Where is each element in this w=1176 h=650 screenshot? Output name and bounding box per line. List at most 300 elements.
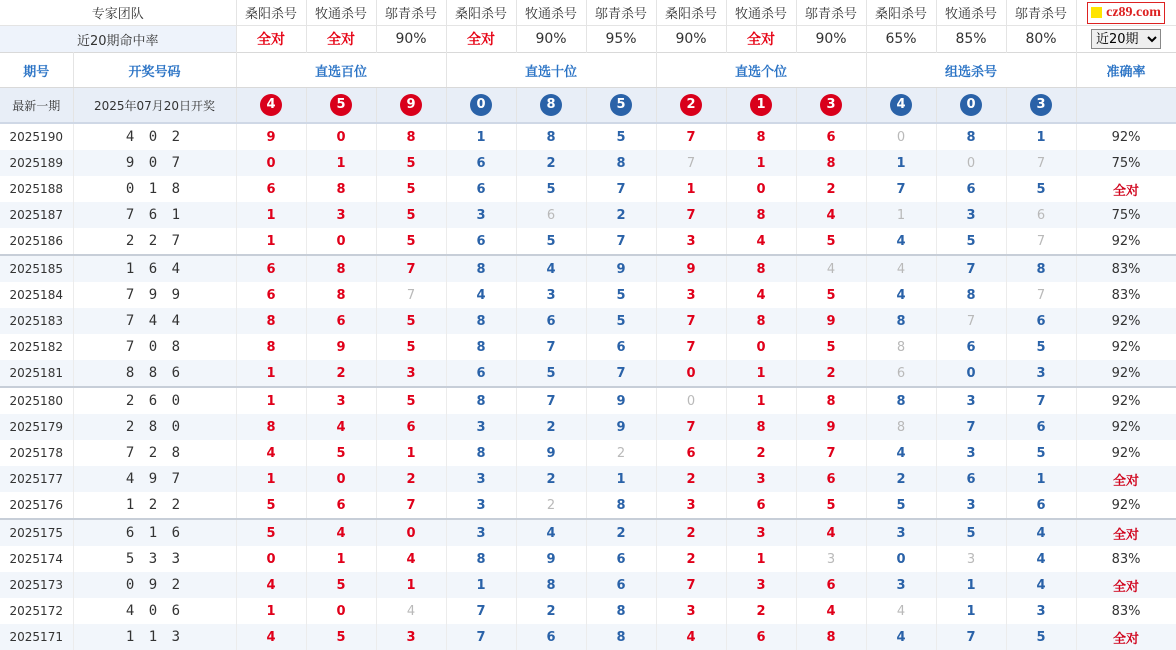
expert-name[interactable]: 邬青杀号 <box>1006 0 1076 26</box>
kill-number-cell <box>446 414 516 440</box>
kill-number-cell <box>1006 492 1076 519</box>
draw-cell: 7 6 1 <box>73 202 236 228</box>
kill-number: 3 <box>826 551 836 567</box>
kill-number-cell <box>726 598 796 624</box>
kill-number-cell <box>586 282 656 308</box>
kill-number-cell <box>936 150 1006 176</box>
kill-number: 1 <box>406 445 416 461</box>
kill-number: 4 <box>896 287 906 303</box>
kill-number: 8 <box>756 129 766 145</box>
period-cell: 2025188 <box>0 176 73 202</box>
kill-number: 1 <box>266 471 276 487</box>
expert-name[interactable]: 桑阳杀号 <box>446 0 516 26</box>
kill-number: 0 <box>686 393 696 409</box>
kill-number: 9 <box>686 261 696 277</box>
kill-number: 3 <box>1036 365 1046 381</box>
kill-number-cell <box>726 360 796 387</box>
expert-name[interactable]: 牧通杀号 <box>726 0 796 26</box>
kill-number-cell <box>656 308 726 334</box>
kill-number: 5 <box>406 155 416 171</box>
kill-number: 6 <box>616 339 626 355</box>
kill-number: 1 <box>476 577 486 593</box>
expert-name[interactable]: 牧通杀号 <box>936 0 1006 26</box>
kill-number-cell <box>656 150 726 176</box>
kill-number: 6 <box>546 313 556 329</box>
kill-number: 3 <box>476 525 486 541</box>
hit-rate: 90% <box>376 26 446 53</box>
kill-number-cell <box>656 228 726 255</box>
kill-number-cell <box>446 440 516 466</box>
kill-number-cell <box>586 519 656 546</box>
kill-number-cell <box>446 519 516 546</box>
kill-number-cell <box>516 176 586 202</box>
kill-number: 2 <box>756 445 766 461</box>
kill-number-cell <box>796 176 866 202</box>
kill-number-cell <box>936 308 1006 334</box>
kill-number: 8 <box>476 551 486 567</box>
kill-number-cell <box>1006 624 1076 650</box>
kill-number-cell <box>376 202 446 228</box>
kill-number: 7 <box>1036 287 1046 303</box>
kill-number: 4 <box>1036 551 1046 567</box>
kill-number: 0 <box>686 365 696 381</box>
prediction-ball: 5 <box>610 94 632 116</box>
table-row <box>0 334 1176 360</box>
kill-number-cell <box>446 202 516 228</box>
kill-number: 6 <box>1036 313 1046 329</box>
kill-number-cell <box>236 466 306 492</box>
kill-number-cell <box>1006 334 1076 360</box>
kill-number-cell <box>936 360 1006 387</box>
expert-row <box>0 0 1176 26</box>
kill-number-cell <box>866 255 936 282</box>
kill-number-cell <box>306 176 376 202</box>
kill-number: 5 <box>616 313 626 329</box>
kill-number-cell <box>236 123 306 150</box>
kill-number-cell <box>656 572 726 598</box>
expert-name[interactable]: 邬青杀号 <box>586 0 656 26</box>
kill-number: 4 <box>1036 577 1046 593</box>
kill-number-cell <box>796 150 866 176</box>
draw-cell: 0 9 2 <box>73 572 236 598</box>
kill-number-cell <box>866 228 936 255</box>
kill-number: 4 <box>756 287 766 303</box>
kill-number: 4 <box>896 629 906 645</box>
accuracy-cell: 92% <box>1076 360 1176 387</box>
table-row <box>0 282 1176 308</box>
draw-cell: 1 6 4 <box>73 255 236 282</box>
kill-number-cell <box>726 176 796 202</box>
kill-number: 2 <box>546 603 556 619</box>
table-row <box>0 228 1176 255</box>
ball-cell <box>446 88 516 124</box>
kill-number-cell <box>796 282 866 308</box>
kill-number: 6 <box>966 471 976 487</box>
kill-number: 5 <box>546 233 556 249</box>
kill-number: 5 <box>406 207 416 223</box>
kill-number: 8 <box>756 261 766 277</box>
expert-name[interactable]: 桑阳杀号 <box>656 0 726 26</box>
kill-number-cell <box>1006 572 1076 598</box>
table-row <box>0 255 1176 282</box>
kill-number-cell <box>376 492 446 519</box>
draw-cell: 1 1 3 <box>73 624 236 650</box>
kill-number-cell <box>446 150 516 176</box>
kill-number: 5 <box>336 629 346 645</box>
expert-name[interactable]: 邬青杀号 <box>376 0 446 26</box>
kill-number: 6 <box>826 471 836 487</box>
kill-number-cell <box>516 150 586 176</box>
kill-number-cell <box>516 334 586 360</box>
accuracy-cell: 92% <box>1076 228 1176 255</box>
logo-cell <box>1076 0 1176 26</box>
kill-number: 5 <box>896 497 906 513</box>
kill-number-cell <box>446 492 516 519</box>
kill-number: 1 <box>476 129 486 145</box>
draw-cell: 8 8 6 <box>73 360 236 387</box>
table-row <box>0 598 1176 624</box>
kill-number-cell <box>516 414 586 440</box>
kill-number: 7 <box>686 155 696 171</box>
kill-number-cell <box>796 228 866 255</box>
kill-number: 1 <box>266 233 276 249</box>
kill-number: 6 <box>686 445 696 461</box>
kill-number: 8 <box>896 313 906 329</box>
kill-number-cell <box>726 519 796 546</box>
kill-number-cell <box>936 228 1006 255</box>
expert-name[interactable]: 牧通杀号 <box>306 0 376 26</box>
kill-number: 1 <box>686 181 696 197</box>
prediction-ball: 4 <box>260 94 282 116</box>
kill-number-cell <box>936 123 1006 150</box>
accuracy-cell: 75% <box>1076 202 1176 228</box>
expert-name[interactable]: 牧通杀号 <box>516 0 586 26</box>
kill-number: 5 <box>1036 445 1046 461</box>
kill-number: 5 <box>826 233 836 249</box>
ball-cell <box>936 88 1006 124</box>
kill-number: 2 <box>616 207 626 223</box>
kill-number-cell <box>796 519 866 546</box>
kill-number-cell <box>796 624 866 650</box>
kill-number-cell <box>446 176 516 202</box>
kill-number: 1 <box>896 155 906 171</box>
col-draw: 开奖号码 <box>73 53 236 88</box>
ball-cell <box>376 88 446 124</box>
kill-number-cell <box>656 598 726 624</box>
prediction-ball: 9 <box>400 94 422 116</box>
kill-number: 7 <box>476 603 486 619</box>
accuracy-cell: 83% <box>1076 255 1176 282</box>
kill-number: 1 <box>336 551 346 567</box>
kill-number: 2 <box>336 365 346 381</box>
kill-number: 9 <box>826 313 836 329</box>
history-rows <box>0 123 1176 650</box>
kill-number-cell <box>936 282 1006 308</box>
kill-number: 5 <box>406 313 416 329</box>
kill-number-cell <box>866 598 936 624</box>
kill-number-cell <box>306 572 376 598</box>
period-cell: 2025182 <box>0 334 73 360</box>
kill-number: 4 <box>476 287 486 303</box>
kill-number-cell <box>586 598 656 624</box>
prediction-ball: 8 <box>540 94 562 116</box>
kill-number: 6 <box>546 207 556 223</box>
period-cell: 2025171 <box>0 624 73 650</box>
kill-number-cell <box>306 598 376 624</box>
kill-number-cell <box>236 598 306 624</box>
kill-number-cell <box>376 387 446 414</box>
draw-cell: 1 2 2 <box>73 492 236 519</box>
kill-number-cell <box>306 546 376 572</box>
kill-number: 8 <box>966 129 976 145</box>
kill-number: 3 <box>966 393 976 409</box>
kill-number: 8 <box>266 419 276 435</box>
draw-cell: 7 4 4 <box>73 308 236 334</box>
accuracy-cell: 全对 <box>1076 572 1176 598</box>
period-cell: 2025173 <box>0 572 73 598</box>
kill-number: 3 <box>686 287 696 303</box>
kill-number-cell <box>1006 546 1076 572</box>
draw-cell: 4 0 6 <box>73 598 236 624</box>
kill-number-cell <box>236 334 306 360</box>
kill-number: 5 <box>406 233 416 249</box>
kill-number: 7 <box>476 629 486 645</box>
kill-number: 4 <box>336 419 346 435</box>
period-cell: 2025181 <box>0 360 73 387</box>
kill-number: 6 <box>616 577 626 593</box>
kill-number: 5 <box>406 339 416 355</box>
period-range-select[interactable] <box>1091 29 1161 49</box>
kill-number-cell <box>236 519 306 546</box>
kill-number: 3 <box>756 525 766 541</box>
latest-accuracy <box>1076 88 1176 124</box>
kill-number-cell <box>446 255 516 282</box>
col-accuracy: 准确率 <box>1076 53 1176 88</box>
kill-number: 9 <box>546 551 556 567</box>
kill-number-cell <box>866 519 936 546</box>
kill-number: 1 <box>266 365 276 381</box>
hit-rate: 80% <box>1006 26 1076 53</box>
col-hundreds: 直选百位 <box>236 53 446 88</box>
kill-number: 6 <box>476 155 486 171</box>
kill-number-cell <box>726 150 796 176</box>
kill-number: 5 <box>546 365 556 381</box>
kill-number: 7 <box>686 207 696 223</box>
kill-number: 3 <box>336 393 346 409</box>
site-logo[interactable] <box>1087 2 1165 24</box>
kill-number-cell <box>936 546 1006 572</box>
kill-number-cell <box>376 176 446 202</box>
kill-number: 6 <box>266 261 276 277</box>
kill-number: 7 <box>966 629 976 645</box>
kill-number: 1 <box>756 365 766 381</box>
expert-name[interactable]: 邬青杀号 <box>796 0 866 26</box>
kill-number: 8 <box>406 129 416 145</box>
kill-number: 8 <box>826 629 836 645</box>
kill-number-cell <box>1006 150 1076 176</box>
kill-number: 2 <box>546 419 556 435</box>
kill-number-cell <box>726 466 796 492</box>
kill-number-cell <box>796 466 866 492</box>
kill-number-cell <box>376 546 446 572</box>
kill-number: 1 <box>896 207 906 223</box>
kill-number: 2 <box>686 551 696 567</box>
kill-number: 7 <box>1036 233 1046 249</box>
kill-number-cell <box>1006 255 1076 282</box>
draw-cell: 4 9 7 <box>73 466 236 492</box>
kill-number: 8 <box>476 261 486 277</box>
kill-number: 1 <box>336 155 346 171</box>
kill-number: 5 <box>266 525 276 541</box>
kill-number: 8 <box>966 287 976 303</box>
kill-number-cell <box>1006 282 1076 308</box>
hit-rate: 90% <box>796 26 866 53</box>
expert-name[interactable]: 桑阳杀号 <box>236 0 306 26</box>
kill-number: 3 <box>686 603 696 619</box>
kill-number-cell <box>796 308 866 334</box>
expert-name[interactable]: 桑阳杀号 <box>866 0 936 26</box>
period-cell: 2025175 <box>0 519 73 546</box>
kill-number: 7 <box>966 261 976 277</box>
kill-number: 6 <box>1036 497 1046 513</box>
kill-number: 2 <box>546 497 556 513</box>
kill-number-cell <box>306 624 376 650</box>
kill-number: 3 <box>406 629 416 645</box>
kill-number-cell <box>236 150 306 176</box>
kill-number-cell <box>516 598 586 624</box>
kill-number: 6 <box>826 129 836 145</box>
kill-number-cell <box>376 228 446 255</box>
kill-number: 4 <box>546 261 556 277</box>
kill-number: 8 <box>336 261 346 277</box>
kill-number: 6 <box>406 419 416 435</box>
table-row <box>0 387 1176 414</box>
draw-cell: 2 6 0 <box>73 387 236 414</box>
kill-number-cell <box>726 440 796 466</box>
period-cell: 2025186 <box>0 228 73 255</box>
kill-number-cell <box>586 255 656 282</box>
kill-number: 8 <box>896 393 906 409</box>
kill-number-cell <box>306 123 376 150</box>
kill-number-cell <box>796 546 866 572</box>
kill-number-cell <box>446 308 516 334</box>
accuracy-cell: 83% <box>1076 282 1176 308</box>
kill-number: 3 <box>476 471 486 487</box>
accuracy-cell: 92% <box>1076 123 1176 150</box>
latest-row <box>0 88 1176 124</box>
kill-number-cell <box>516 546 586 572</box>
kill-number: 5 <box>1036 629 1046 645</box>
ball-cell <box>236 88 306 124</box>
prediction-ball: 0 <box>960 94 982 116</box>
kill-number-cell <box>586 546 656 572</box>
kill-number: 8 <box>896 419 906 435</box>
kill-number-cell <box>726 387 796 414</box>
kill-number: 7 <box>686 419 696 435</box>
col-tens: 直选十位 <box>446 53 656 88</box>
kill-number: 7 <box>546 339 556 355</box>
hit-rate: 全对 <box>306 26 376 53</box>
kill-number-cell <box>726 572 796 598</box>
table-row <box>0 624 1176 650</box>
kill-number-cell <box>866 202 936 228</box>
kill-number: 8 <box>476 393 486 409</box>
kill-number-cell <box>1006 308 1076 334</box>
draw-cell: 5 3 3 <box>73 546 236 572</box>
kill-number-cell <box>726 414 796 440</box>
kill-number-cell <box>586 150 656 176</box>
kill-number-cell <box>796 360 866 387</box>
kill-number-cell <box>796 202 866 228</box>
kill-number: 8 <box>896 339 906 355</box>
kill-number-cell <box>866 466 936 492</box>
kill-number-cell <box>306 387 376 414</box>
prediction-ball: 3 <box>820 94 842 116</box>
kill-number: 6 <box>266 181 276 197</box>
hit-rate-row <box>0 26 1176 53</box>
kill-number-cell <box>376 150 446 176</box>
kill-number: 0 <box>406 525 416 541</box>
kill-number-cell <box>586 624 656 650</box>
col-combo: 组选杀号 <box>866 53 1076 88</box>
kill-number-cell <box>306 360 376 387</box>
kill-number: 6 <box>756 497 766 513</box>
ball-cell <box>656 88 726 124</box>
ball-cell <box>796 88 866 124</box>
kill-number: 7 <box>686 339 696 355</box>
kill-number-cell <box>1006 360 1076 387</box>
kill-number: 9 <box>546 445 556 461</box>
kill-number: 6 <box>966 339 976 355</box>
kill-number-cell <box>656 387 726 414</box>
period-cell: 2025180 <box>0 387 73 414</box>
kill-number: 3 <box>966 207 976 223</box>
kill-number-cell <box>446 360 516 387</box>
kill-number: 8 <box>616 603 626 619</box>
kill-number: 4 <box>896 233 906 249</box>
kill-number: 5 <box>336 577 346 593</box>
ball-cell <box>866 88 936 124</box>
kill-number-cell <box>1006 466 1076 492</box>
kill-number: 1 <box>406 577 416 593</box>
accuracy-cell: 75% <box>1076 150 1176 176</box>
kill-number-cell <box>306 150 376 176</box>
draw-cell: 2 8 0 <box>73 414 236 440</box>
kill-number-cell <box>306 308 376 334</box>
kill-number-cell <box>236 414 306 440</box>
prediction-ball: 1 <box>750 94 772 116</box>
kill-number-cell <box>306 228 376 255</box>
table-row <box>0 308 1176 334</box>
kill-number-cell <box>586 334 656 360</box>
table-row <box>0 492 1176 519</box>
prediction-ball: 5 <box>330 94 352 116</box>
kill-number-cell <box>656 492 726 519</box>
kill-number-cell <box>376 440 446 466</box>
kill-number: 3 <box>966 445 976 461</box>
prediction-ball: 2 <box>680 94 702 116</box>
kill-number: 1 <box>1036 471 1046 487</box>
kill-number: 4 <box>826 525 836 541</box>
kill-number: 4 <box>826 207 836 223</box>
kill-number: 8 <box>476 313 486 329</box>
period-cell: 2025174 <box>0 546 73 572</box>
kill-number-cell <box>936 414 1006 440</box>
kill-number-cell <box>446 282 516 308</box>
kill-number-cell <box>866 123 936 150</box>
kill-number: 5 <box>546 181 556 197</box>
draw-cell: 2 2 7 <box>73 228 236 255</box>
